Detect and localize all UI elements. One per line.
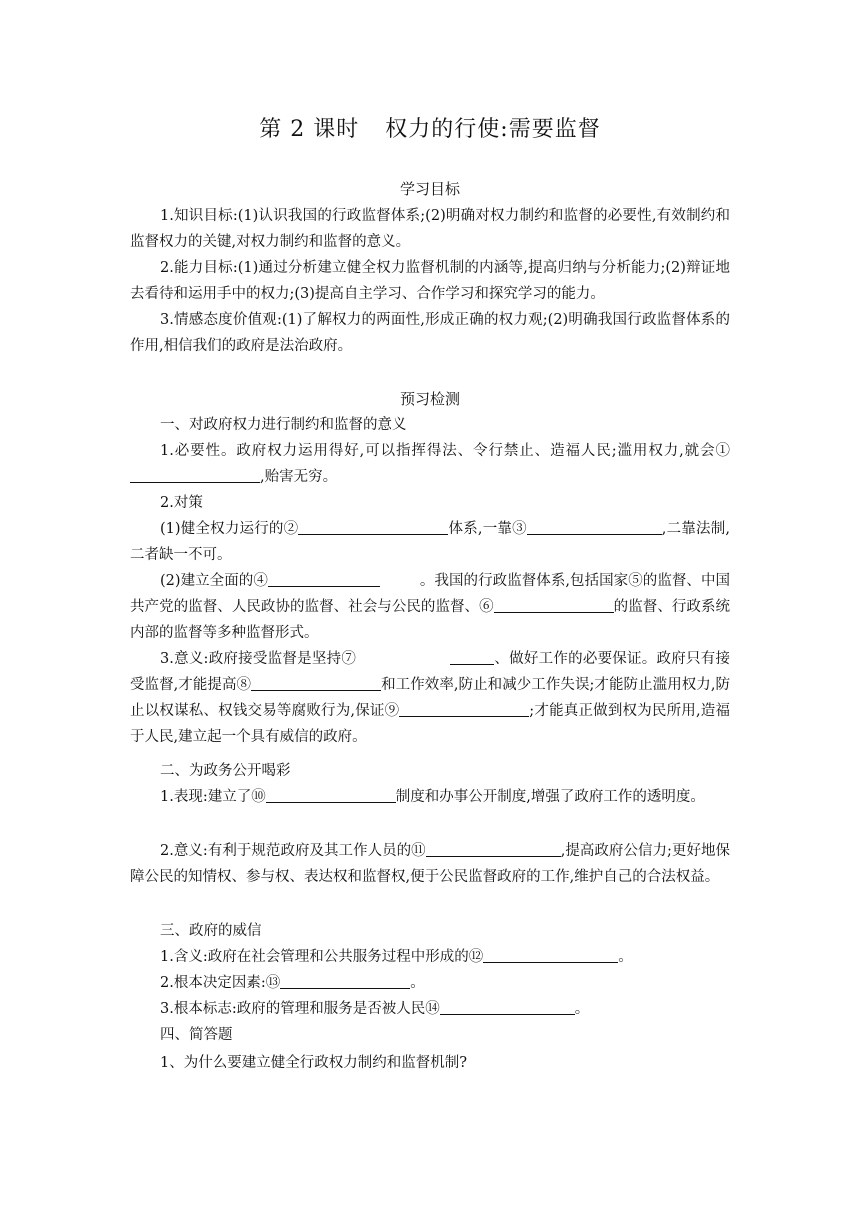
s1-countermeasure: 2.对策 (160, 495, 203, 511)
s3-sign: 3.根本标志:政府的管理和服务是否被人民⑭ 。 (130, 996, 730, 1022)
lesson-topic: 权力的行使:需要监督 (385, 117, 601, 142)
s1-significance: 3.意义:政府接受监督是坚持⑦ 、做好工作的必要保证。政府只有接受监督,才能提高⑧ 和工作效率,防止和减少工作失误;才能防止滥用权力,防止以权谋私、权钱交易等腐败行为,保证⑨ ;才能真正做到权为民所用,造福于人民,建立起一个具有威信的政府。 (130, 646, 730, 750)
section-1-heading: 一、对政府权力进行制约和监督的意义 (160, 417, 407, 433)
goal-item-knowledge: 1.知识目标:(1)认识我国的行政监督体系;(2)明确对权力制约和监督的必要性,有效制约和监督权力的关键,对权力制约和监督的意义。 (130, 208, 730, 250)
s2-manifestation: 1.表现:建立了⑩ 制度和办事公开制度,增强了政府工作的透明度。 (130, 784, 730, 810)
answer-blank-14[interactable] (440, 998, 575, 1015)
answer-blank-13[interactable] (280, 972, 410, 989)
answer-blank-2[interactable] (298, 518, 448, 535)
question-1: 1、为什么要建立健全行政权力制约和监督机制? (160, 1055, 467, 1071)
goal-item-attitude: 3.情感态度价值观:(1)了解权力的两面性,形成正确的权力观;(2)明确我国行政监督体系的作用,相信我们的政府是法治政府。 (130, 312, 730, 354)
answer-blank-10[interactable] (266, 786, 396, 803)
s3-meaning: 1.含义:政府在社会管理和公共服务过程中形成的⑫ 。 (130, 944, 730, 970)
answer-blank-6[interactable] (494, 596, 614, 613)
goals-heading: 学习目标 (399, 180, 460, 198)
answer-blank-1[interactable] (130, 466, 260, 483)
section-3-heading: 三、政府的威信 (160, 923, 262, 939)
answer-blank-4[interactable] (268, 570, 380, 587)
section-4-heading: 四、简答题 (160, 1027, 233, 1043)
answer-blank-9[interactable] (399, 700, 529, 717)
s1-countermeasure-1: (1)健全权力运行的② 体系,一靠③ ,二靠法制,二者缺一不可。 (130, 516, 730, 568)
answer-blank-7[interactable] (450, 648, 494, 665)
answer-blank-8[interactable] (251, 674, 381, 691)
page-title (0, 112, 860, 143)
s2-significance: 2.意义:有利于规范政府及其工作人员的⑪ ,提高政府公信力;更好地保障公民的知情权、参与权、表达权和监督权,便于公民监督政府的工作,维护自己的合法权益。 (130, 838, 730, 890)
s3-factor: 2.根本决定因素:⑬ 。 (130, 970, 730, 996)
preview-heading: 预习检测 (399, 390, 460, 408)
answer-blank-11[interactable] (426, 840, 561, 857)
answer-blank-3[interactable] (527, 518, 662, 535)
goal-item-ability: 2.能力目标:(1)通过分析建立健全权力监督机制的内涵等,提高归纳与分析能力;(2)辩证地去看待和运用手中的权力;(3)提高自主学习、合作学习和探究学习的能力。 (130, 260, 730, 302)
s1-necessity: 1.必要性。政府权力运用得好,可以指挥得法、令行禁止、造福人民;滥用权力,就会①,贻害无穷。 (130, 438, 730, 490)
section-2-heading: 二、为政务公开喝彩 (160, 763, 291, 779)
answer-blank-12[interactable] (483, 946, 618, 963)
lesson-number: 第 2 课时 (259, 117, 360, 142)
s1-countermeasure-2: (2)建立全面的④ 。我国的行政监督体系,包括国家⑤的监督、中国共产党的监督、人民政协的监督、社会与公民的监督、⑥ 的监督、行政系统内部的监督等多种监督形式。 (130, 568, 730, 646)
